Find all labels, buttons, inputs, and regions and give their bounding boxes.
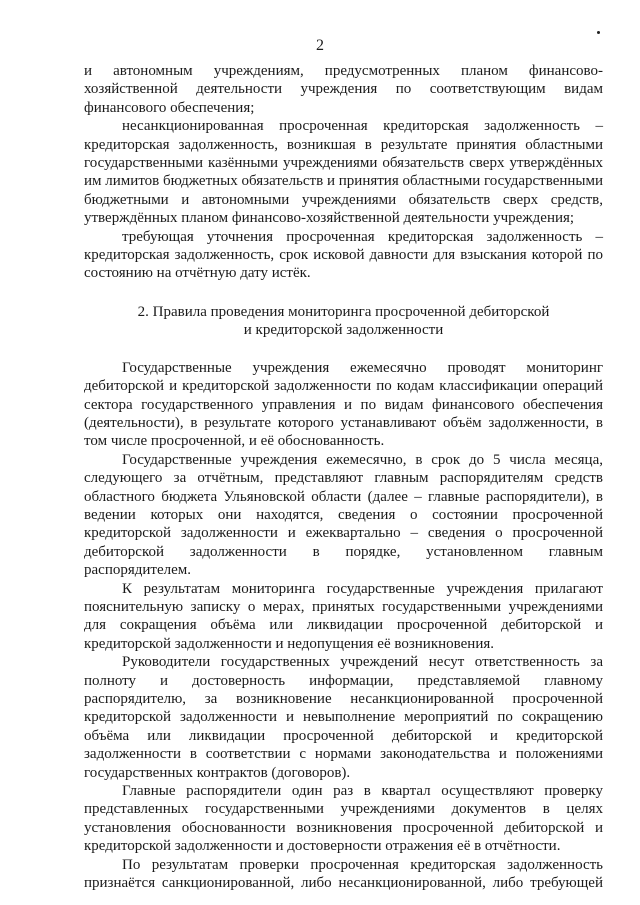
paragraph: Государственные учреждения ежемесячно, в срок до 5 числа месяца, следующего за отчётным, представляют главным распорядителям средств областного бюджета Ульяновской области (далее – главные распорядители), в ведении которых они находятся, сведения о состоянии просроченной кредиторской задолженности и ежеквартально – сведения о просроченной дебиторской задолженности в порядке, установленном главным распорядителем. <box>84 451 603 579</box>
document-body <box>84 62 603 892</box>
paragraph: и автономным учреждениям, предусмотренных планом финансово-хозяйственной деятельности учреждения по соответствующим видам финансового обеспечения; <box>84 63 603 116</box>
section-heading-line: 2. Правила проведения мониторинга просроченной дебиторской <box>137 303 550 320</box>
paragraph: Государственные учреждения ежемесячно проводят мониторинг дебиторской и кредиторской задолженности по кодам классификации операций сектора государственного управления и по видам финансового обеспечения (деятельности), в результате которого устанавливают объём задолженности, в том числе просроченной, и её обоснованность. <box>84 359 603 450</box>
paragraph: К результатам мониторинга государственные учреждения прилагают пояснительную записку о мерах, принятых государственными учреждениями для сокращения объёма или ликвидации просроченной дебиторской и кредиторской задолженности и недопущения её возникновения. <box>84 580 603 652</box>
paragraph: Главные распорядители один раз в квартал осуществляют проверку представленных государственными учреждениями документов в целях установления обоснованности возникновения просроченной дебиторской и кредиторской задолженности и достоверности отражения её в отчётности. <box>84 783 603 855</box>
paragraph: несанкционированная просроченная кредиторская задолженность – кредиторская задолженность, возникшая в результате принятия областными государственными казёнными учреждениями обязательств сверх утверждённых им лимитов бюджетных обязательств и принятия областными государственными бюджетными и автономными учреждениями обязательств сверх средств, утверждённых планом финансово-хозяйственной деятельности учреждения; <box>84 118 603 227</box>
page-number: 2 <box>316 37 324 54</box>
scan-mark <box>597 31 600 34</box>
paragraph: Руководители государственных учреждений несут ответственность за полноту и достоверность информации, представляемой главному распорядителю, за возникновение несанкционированной просроченной кредиторской задолженности и невыполнение мероприятий по сокращению объёма или ликвидации просроченной дебиторской и кредиторской задолженности в соответствии с нормами законодательства и положениями государственных контрактов (договоров). <box>84 654 603 781</box>
paragraph: требующая уточнения просроченная кредиторская задолженность – кредиторская задолженность, срок исковой давности для взыскания которой по состоянию на отчётную дату истёк. <box>84 228 603 282</box>
section-heading-line: и кредиторской задолженности <box>243 322 444 339</box>
paragraph: По результатам проверки просроченная кредиторская задолженность признаётся санкционированной, либо несанкционированной, либо требующей <box>84 856 603 892</box>
section-heading <box>84 303 603 340</box>
